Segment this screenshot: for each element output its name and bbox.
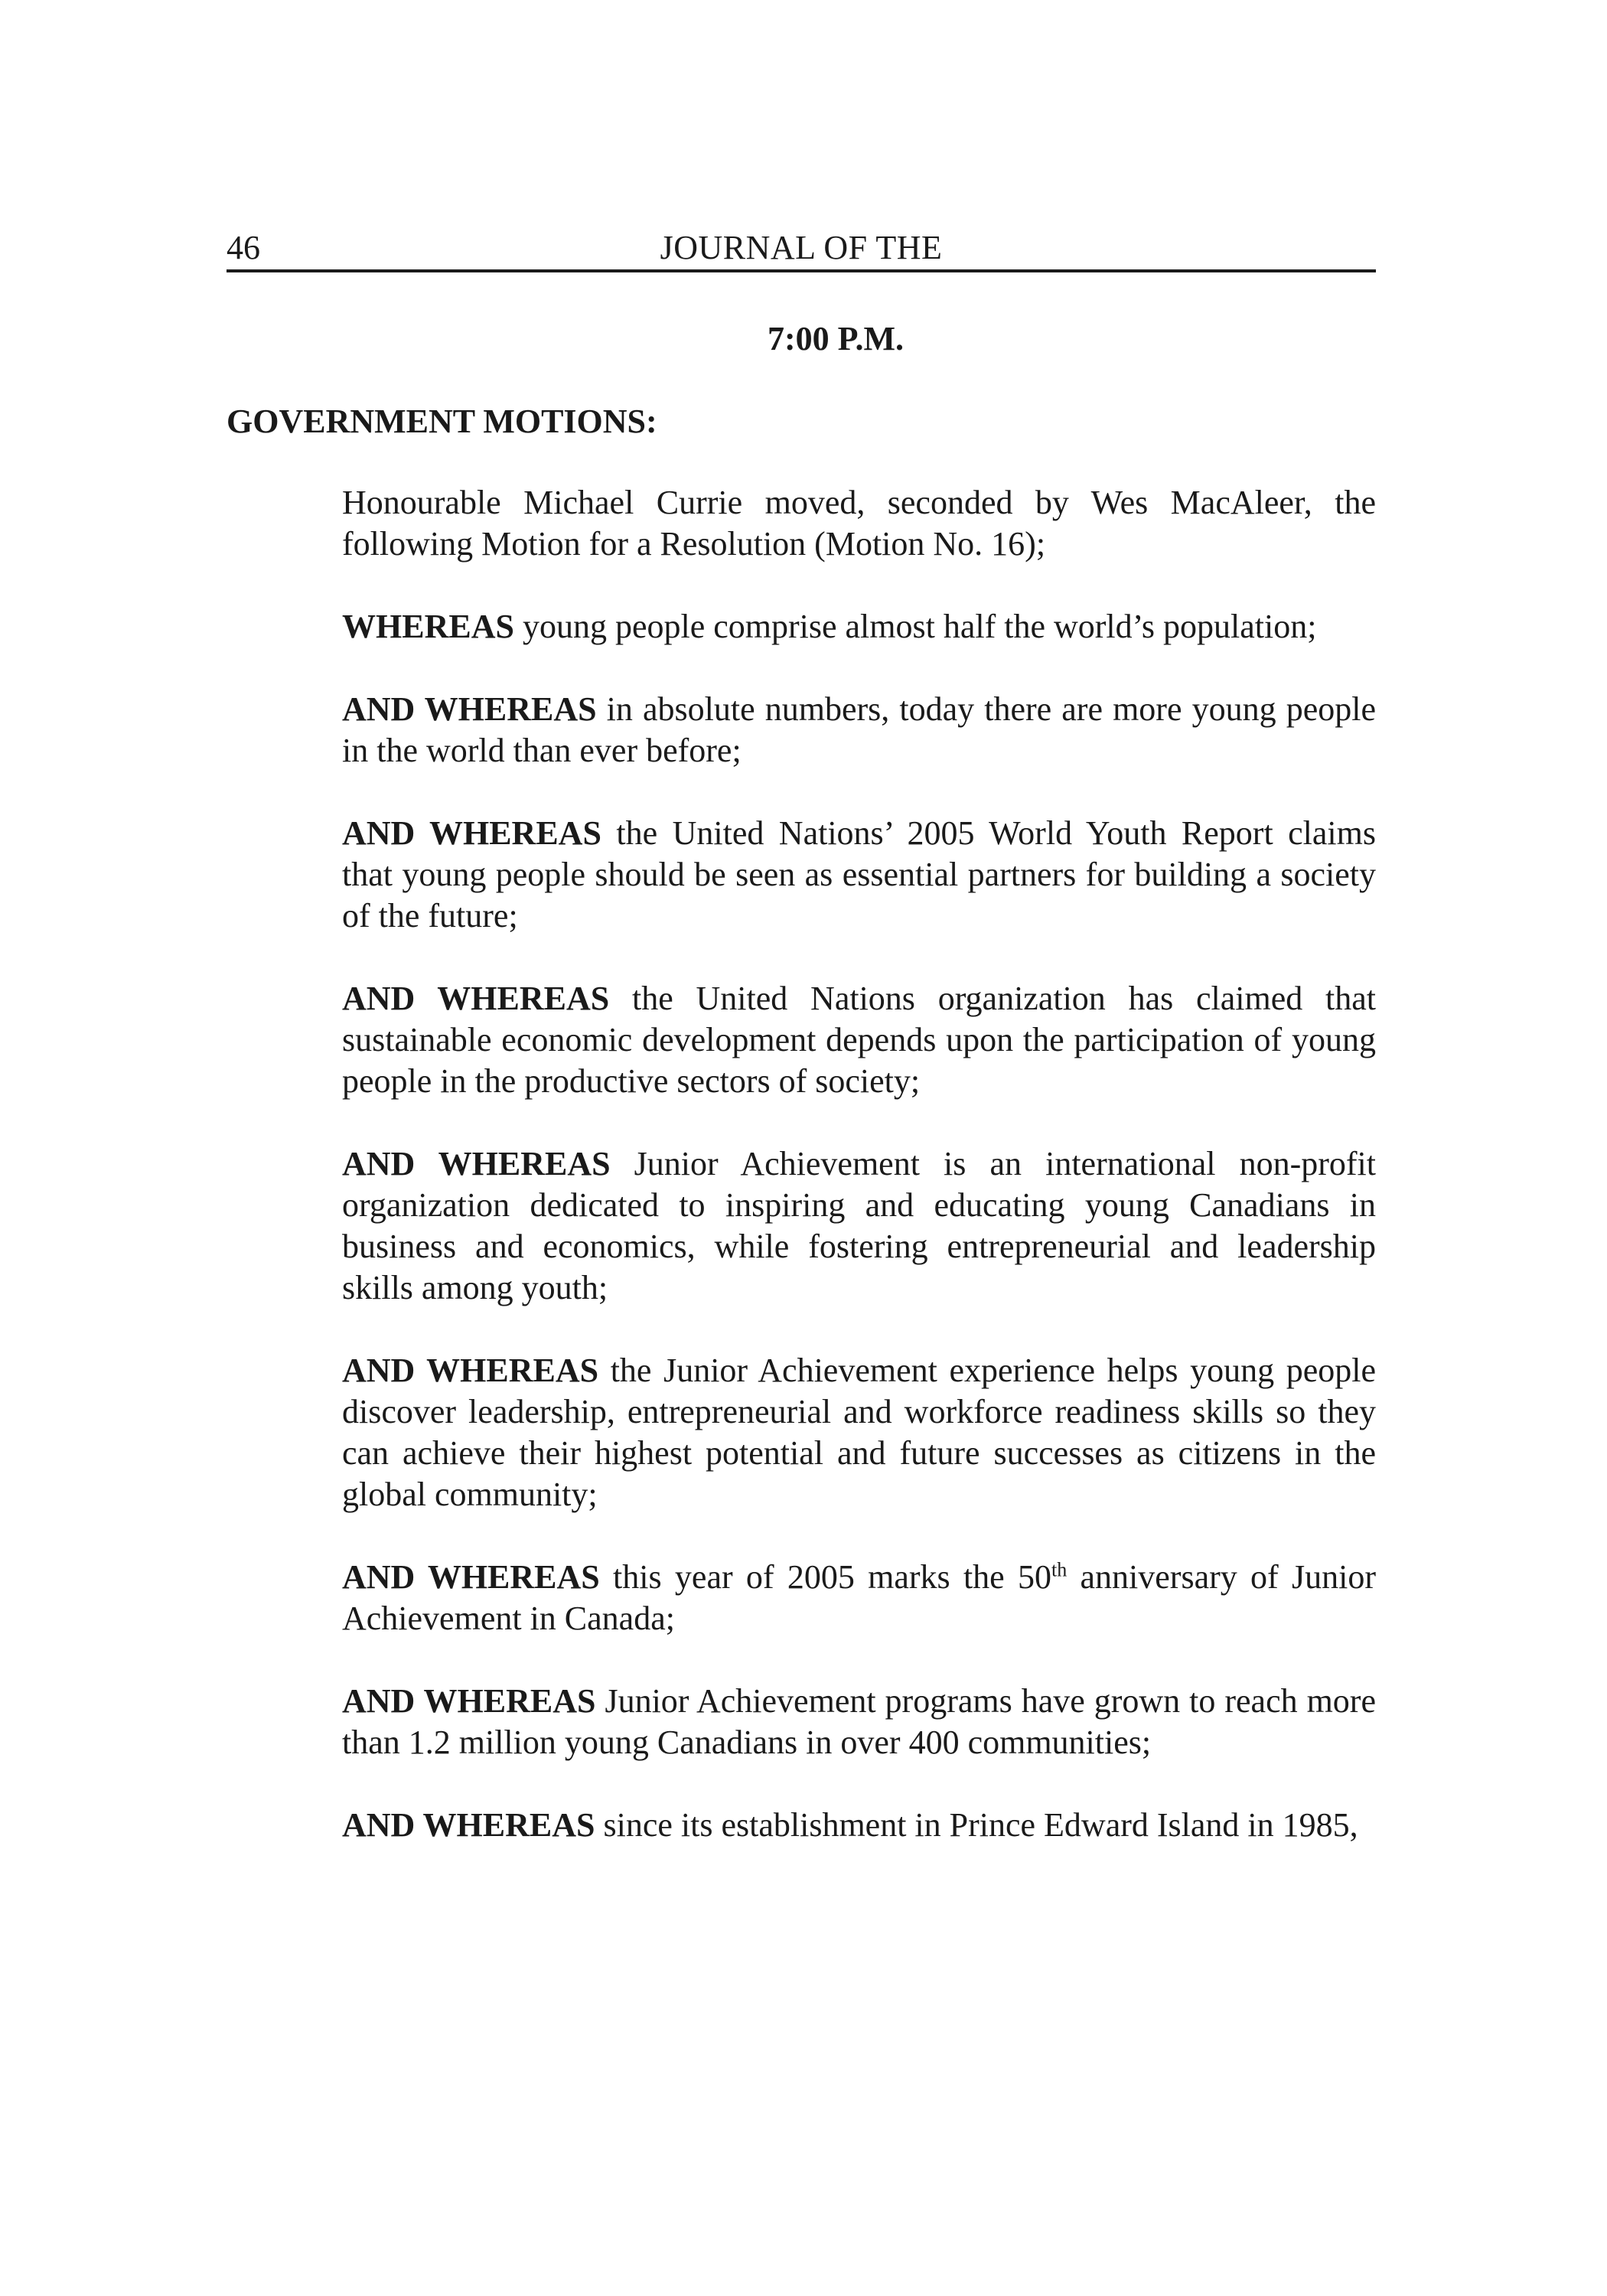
whereas-paragraph [342, 1143, 1376, 1309]
whereas-paragraph [342, 1681, 1376, 1763]
paragraph-text: Junior Achievement programs have grown to reach more than 1.2 million young Canadians in over 400 communities; [342, 1682, 1376, 1761]
paragraph-text: young people comprise almost half the world’s population; [513, 608, 1317, 645]
whereas-paragraph [342, 978, 1376, 1102]
time-heading: 7:00 P.M. [767, 320, 905, 357]
paragraph-text: anniversary of Junior Achievement in Canada; [342, 1558, 1376, 1637]
motion-body [342, 482, 1376, 1846]
whereas-keyword: AND WHEREAS [342, 690, 597, 728]
whereas-keyword: AND WHEREAS [342, 1682, 596, 1720]
whereas-paragraph [342, 606, 1376, 647]
paragraph-text: the Junior Achievement experience helps young people discover leadership, entrepreneurial and workforce readiness skills so they can achieve their highest potential and future successes as citizens in the global community; [342, 1352, 1376, 1513]
whereas-keyword: AND WHEREAS [342, 1145, 611, 1182]
paragraph-text: Honourable Michael Currie moved, seconded by Wes MacAleer, the following Motion for a Resolution (Motion No. 16); [342, 484, 1376, 563]
whereas-keyword: AND WHEREAS [342, 1558, 600, 1596]
whereas-keyword: AND WHEREAS [342, 1352, 599, 1389]
paragraph-text: the United Nations’ 2005 World Youth Report claims that young people should be seen as essential partners for building a society of the future; [342, 814, 1376, 934]
paragraph-text: in absolute numbers, today there are more young people in the world than ever before; [342, 690, 1376, 769]
whereas-keyword: AND WHEREAS [342, 1806, 595, 1844]
paragraph-text: the United Nations organization has claimed that sustainable economic development depends upon the participation of young people in the productive sectors of society; [342, 980, 1376, 1100]
whereas-keyword: AND WHEREAS [342, 814, 601, 852]
whereas-keyword: WHEREAS [342, 608, 514, 645]
whereas-paragraph [342, 1557, 1376, 1639]
page-header [227, 227, 1376, 272]
section-heading: GOVERNMENT MOTIONS: [227, 403, 657, 440]
running-head: JOURNAL OF THE [660, 229, 943, 266]
whereas-paragraph [342, 1350, 1376, 1515]
motion-intro-paragraph [342, 482, 1376, 565]
paragraph-text: this year of 2005 marks the 50 [599, 1558, 1051, 1596]
whereas-keyword: AND WHEREAS [342, 980, 610, 1017]
whereas-paragraph [342, 1805, 1376, 1846]
whereas-paragraph [342, 813, 1376, 937]
paragraph-text: since its establishment in Prince Edward Island in 1985, [595, 1806, 1358, 1844]
ordinal-superscript: th [1051, 1558, 1068, 1581]
paragraph-text: Junior Achievement is an international non-profit organization dedicated to inspiring and educating young Canadians in business and economics, while fostering entrepreneurial and leadership skills among youth; [342, 1145, 1376, 1306]
page-number: 46 [227, 229, 260, 266]
whereas-paragraph [342, 689, 1376, 771]
